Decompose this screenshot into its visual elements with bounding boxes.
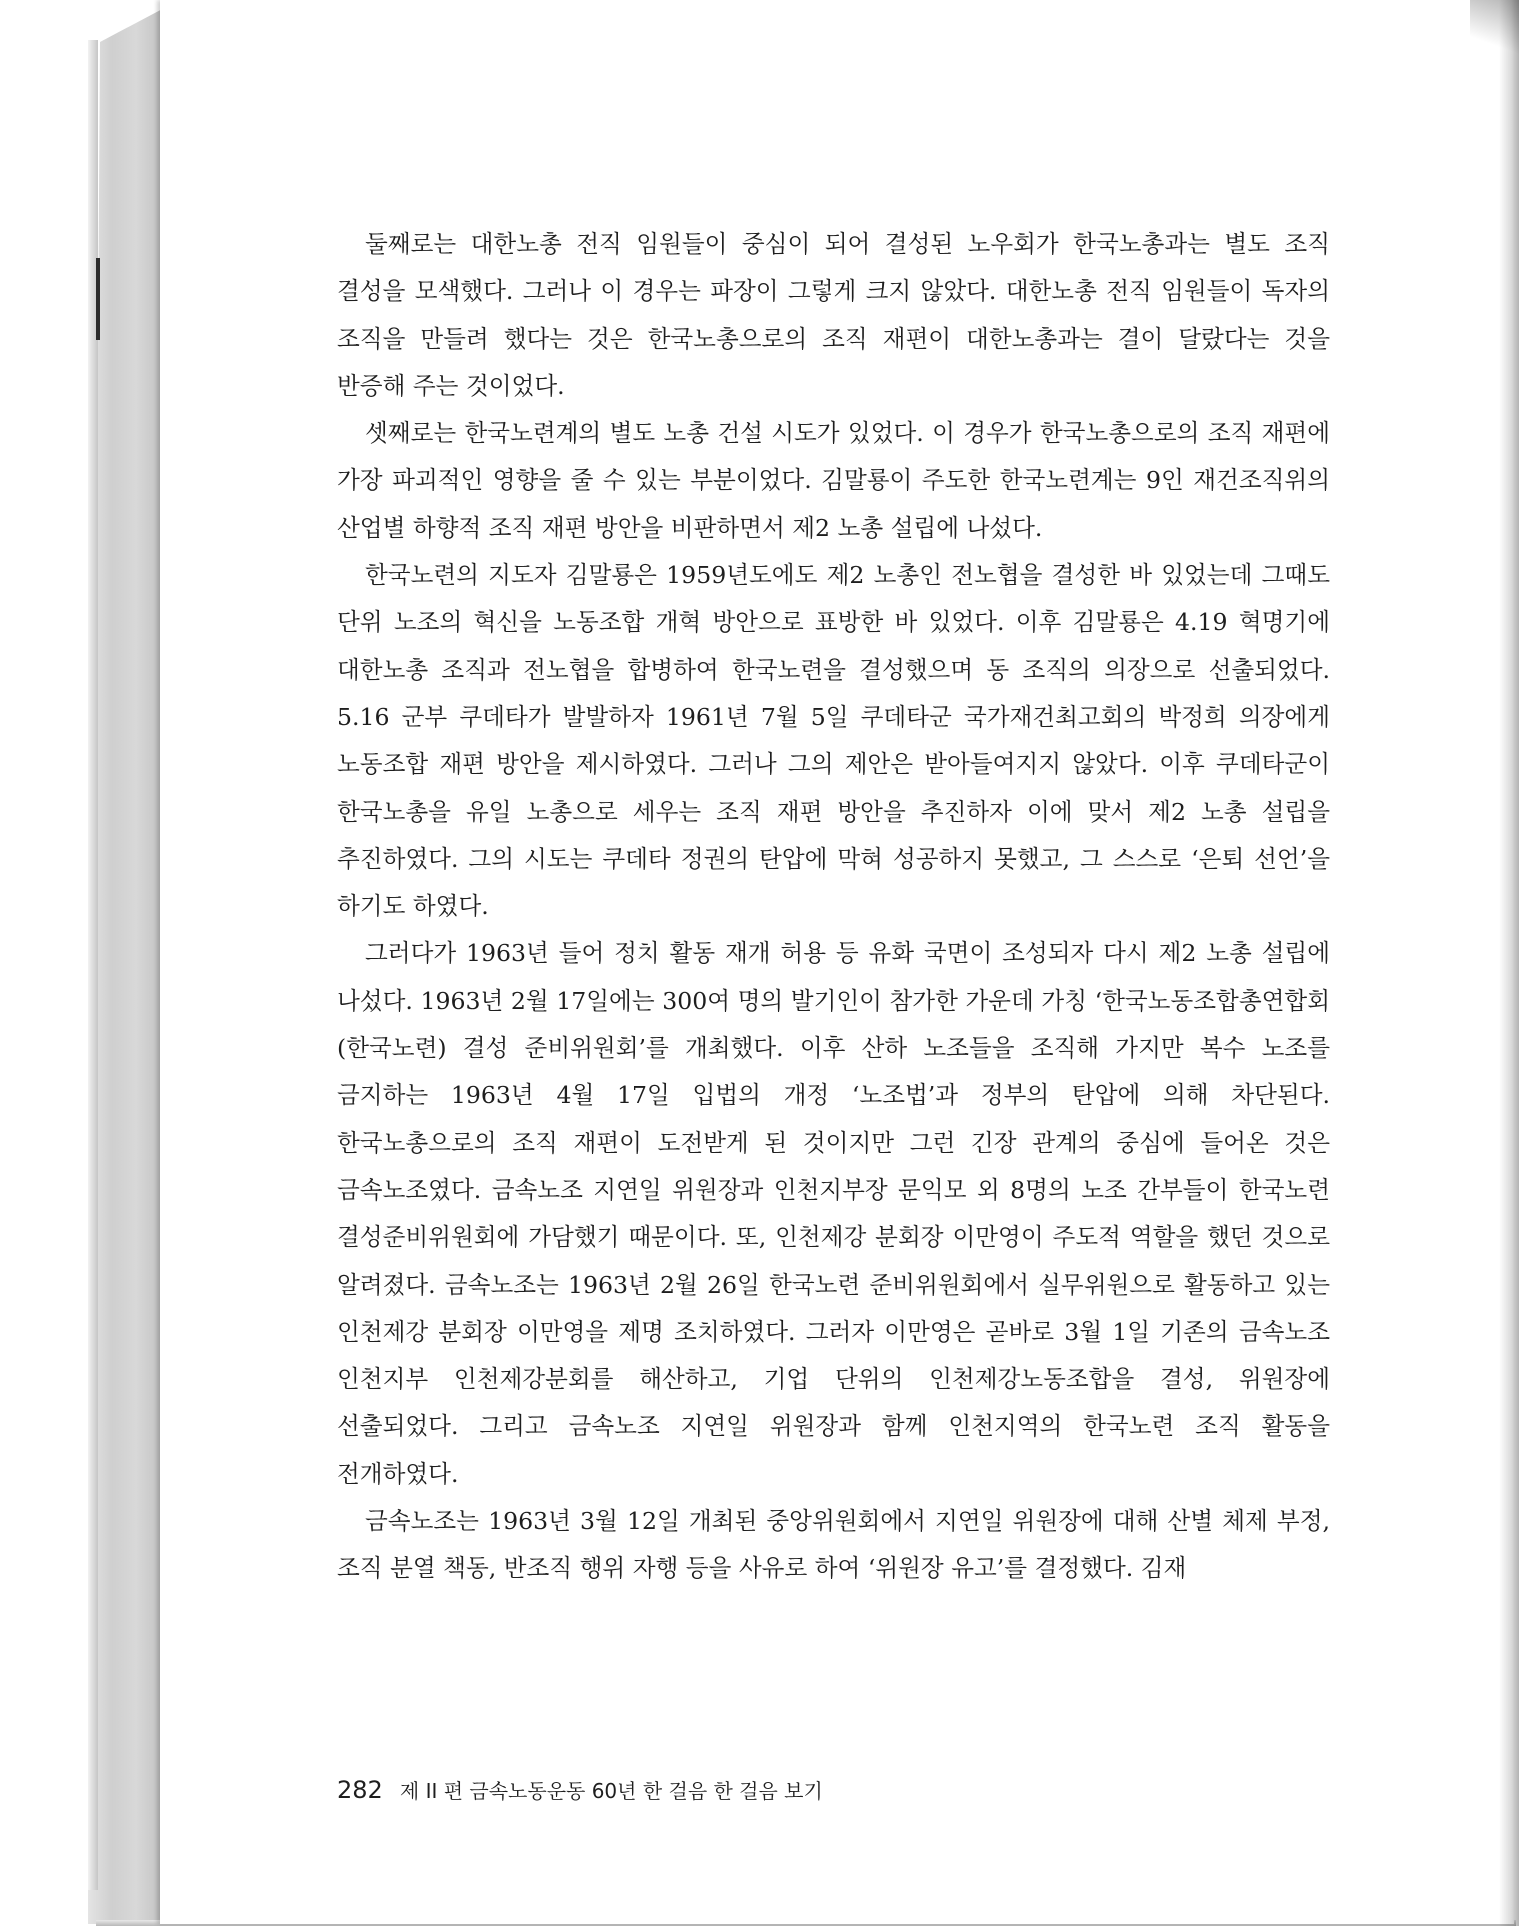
section-title: 제 II 편 금속노동운동 60년 한 걸음 한 걸음 보기	[399, 1779, 823, 1803]
page-block-edge	[88, 2, 168, 1924]
paragraph: 둘째로는 대한노총 전직 임원들이 중심이 되어 결성된 노우회가 한국노총과는 별도 조직 결성을 모색했다. 그러나 이 경우는 파장이 그렇게 크지 않았다. 대한노총 전직 임원들이 독자의 조직을 만들려 했다는 것은 한국노총으로의 조직 재편이 대한노총과는 결이 달랐다는 것을 반증해 주는 것이었다.	[337, 230, 1330, 400]
spine-mark	[96, 258, 100, 340]
page-footer	[337, 1775, 823, 1804]
page-corner-shadow	[1470, 0, 1519, 60]
body-text	[337, 221, 1330, 1593]
paragraph: 그러다가 1963년 들어 정치 활동 재개 허용 등 유화 국면이 조성되자 다시 제2 노총 설립에 나섰다. 1963년 2월 17일에는 300여 명의 발기인이 참가한 가운데 가칭 ‘한국노동조합총연합회(한국노련) 결성 준비위원회’를 개최했다. 이후 산하 노조들을 조직해 가지만 복수 노조를 금지하는 1963년 4월 17일 입법의 개정 ‘노조법’과 정부의 탄압에 의해 차단된다. 한국노총으로의 조직 재편이 도전받게 된 것이지만 그런 긴장 관계의 중심에 들어온 것은 금속노조였다. 금속노조 지연일 위원장과 인천지부장 문익모 외 8명의 노조 간부들이 한국노련 결성준비위원회에 가담했기 때문이다. 또, 인천제강 분회장 이만영이 주도적 역할을 했던 것으로 알려졌다. 금속노조는 1963년 2월 26일 한국노련 준비위원회에서 실무위원으로 활동하고 있는 인천제강 분회장 이만영을 제명 조치하였다. 그러자 이만영은 곧바로 3월 1일 기존의 금속노조 인천지부 인천제강분회를 해산하고, 기업 단위의 인천제강노동조합을 결성, 위원장에 선출되었다. 그리고 금속노조 지연일 위원장과 함께 인천지역의 한국노련 조직 활동을 전개하였다.	[337, 939, 1330, 1488]
paragraph: 한국노련의 지도자 김말룡은 1959년도에도 제2 노총인 전노협을 결성한 바 있었는데 그때도 단위 노조의 혁신을 노동조합 개혁 방안으로 표방한 바 있었다. 이후 김말룡은 4.19 혁명기에 대한노총 조직과 전노협을 합병하여 한국노련을 결성했으며 동 조직의 의장으로 선출되었다. 5.16 군부 쿠데타가 발발하자 1961년 7월 5일 쿠데타군 국가재건최고회의 박정희 의장에게 노동조합 재편 방안을 제시하였다. 그러나 그의 제안은 받아들여지지 않았다. 이후 쿠데타군이 한국노총을 유일 노총으로 세우는 조직 재편 방안을 추진하자 이에 맞서 제2 노총 설립을 추진하였다. 그의 시도는 쿠데타 정권의 탄압에 막혀 성공하지 못했고, 그 스스로 ‘은퇴 선언’을 하기도 하였다.	[337, 561, 1330, 921]
page-right-shadow	[1499, 0, 1519, 1926]
paragraph: 금속노조는 1963년 3월 12일 개최된 중앙위원회에서 지연일 위원장에 대해 산별 체제 부정, 조직 분열 책동, 반조직 행위 자행 등을 사유로 하여 ‘위원장 유고’를 결정했다. 김재	[337, 1507, 1330, 1583]
page-number: 282	[337, 1776, 383, 1804]
paragraph: 셋째로는 한국노련계의 별도 노총 건설 시도가 있었다. 이 경우가 한국노총으로의 조직 재편에 가장 파괴적인 영향을 줄 수 있는 부분이었다. 김말룡이 주도한 한국노련계는 9인 재건조직위의 산업별 하향적 조직 재편 방안을 비판하면서 제2 노총 설립에 나섰다.	[337, 419, 1330, 542]
